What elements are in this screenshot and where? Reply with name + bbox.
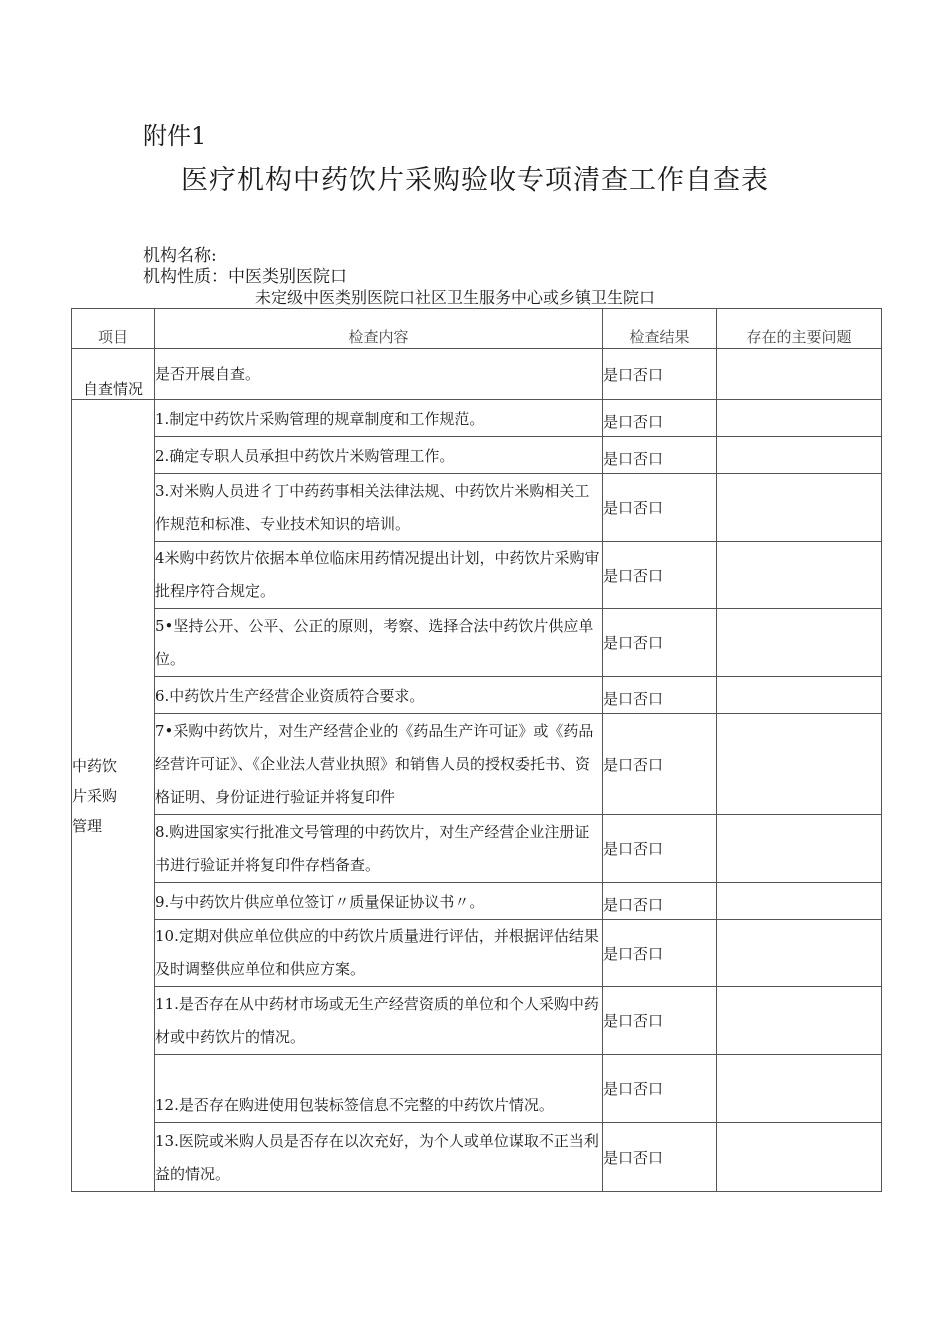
row-result: 是口否口: [603, 677, 717, 714]
row-result: 是口否口: [603, 883, 717, 920]
header-result: 检查结果: [603, 309, 717, 349]
row-content: 4米购中药饮片依据本单位临床用药情况提出计划，中药饮片采购审批程序符合规定。: [155, 542, 603, 609]
row-issues-cell[interactable]: [717, 1123, 882, 1192]
row-issues-cell[interactable]: [717, 677, 882, 714]
row-result: 是口否口: [603, 400, 717, 437]
table-row: [72, 987, 882, 1055]
self-check-table: [71, 308, 882, 1192]
table-row: [72, 542, 882, 609]
row-issues-cell[interactable]: [717, 883, 882, 920]
row-issues-cell[interactable]: [717, 400, 882, 437]
row-result: 是口否口: [603, 437, 717, 474]
row-content: 3.对米购人员进彳丁中药药事相关法律法规、中药饮片米购相关工作规范和标准、专业技术知识的培训。: [155, 474, 603, 542]
table-row: [72, 474, 882, 542]
row-content: 13.医院或米购人员是否存在以次充好，为个人或单位谋取不正当利益的情况。: [155, 1123, 603, 1192]
row-issues-cell[interactable]: [717, 474, 882, 542]
table-header-row: [72, 309, 882, 349]
row-result: 是口否口: [603, 542, 717, 609]
attachment-label: 附件1: [143, 122, 207, 150]
row-content: 6.中药饮片生产经营企业资质符合要求。: [155, 677, 603, 714]
row-result: 是口否口: [603, 714, 717, 815]
row-content: 5•坚持公开、公平、公正的原则，考察、选择合法中药饮片供应单位。: [155, 609, 603, 677]
row-result: 是口否口: [603, 474, 717, 542]
row-result: 是口否口: [603, 920, 717, 987]
row-issues-cell[interactable]: [717, 542, 882, 609]
category-line: 管理: [72, 816, 103, 835]
row-content: 1.制定中药饮片采购管理的规章制度和工作规范。: [155, 400, 603, 437]
row-issues-cell[interactable]: [717, 1055, 882, 1123]
category-procurement: [72, 400, 155, 1192]
row-issues-cell[interactable]: [717, 920, 882, 987]
row-issues-cell[interactable]: [717, 987, 882, 1055]
header-item: 项目: [72, 309, 155, 349]
org-type-line2: 未定级中医类别医院口社区卫生服务中心或乡镇卫生院口: [255, 288, 656, 307]
row-result: 是口否口: [603, 1055, 717, 1123]
table-row: [72, 920, 882, 987]
row-content: 8.购进国家实行批准文号管理的中药饮片，对生产经营企业注册证书进行验证并将复印件存档备查。: [155, 815, 603, 883]
row-issues-cell[interactable]: [717, 437, 882, 474]
row-content: 12.是否存在购进使用包装标签信息不完整的中药饮片情况。: [155, 1055, 603, 1123]
row-content: 7•采购中药饮片，对生产经营企业的《药品生产许可证》或《药品经营许可证》、《企业法人营业执照》和销售人员的授权委托书、资格证明、身份证进行验证并将复印件: [155, 714, 603, 815]
table-row: [72, 677, 882, 714]
row-result: 是口否口: [603, 1123, 717, 1192]
org-name-label: 机构名称:: [143, 246, 217, 266]
row-result: 是口否口: [603, 349, 717, 400]
row-result: 是口否口: [603, 987, 717, 1055]
row-issues-cell[interactable]: [717, 609, 882, 677]
page-title: 医疗机构中药饮片采购验收专项清查工作自查表: [181, 165, 769, 196]
row-result: 是口否口: [603, 609, 717, 677]
table-row: [72, 437, 882, 474]
table-row: [72, 815, 882, 883]
table-row: [72, 609, 882, 677]
row-content: 2.确定专职人员承担中药饮片米购管理工作。: [155, 437, 603, 474]
row-issues-cell[interactable]: [717, 714, 882, 815]
table-row-self-check: [72, 349, 882, 400]
row-content: 是否开展自查。: [155, 349, 603, 400]
row-issues-cell[interactable]: [717, 815, 882, 883]
header-issues: 存在的主要问题: [717, 309, 882, 349]
row-issues-cell[interactable]: [717, 349, 882, 400]
table-row: [72, 883, 882, 920]
row-result: 是口否口: [603, 815, 717, 883]
table-row: [72, 400, 882, 437]
category-line: 中药饮: [72, 756, 118, 775]
row-content: 9.与中药饮片供应单位签订〃质量保证协议书〃。: [155, 883, 603, 920]
category-line: 片采购: [72, 786, 118, 805]
org-type-line1: 机构性质：中医类别医院口: [143, 267, 347, 287]
table-row: [72, 1123, 882, 1192]
category-self-check: 自查情况: [72, 349, 155, 400]
row-content: 10.定期对供应单位供应的中药饮片质量进行评估，并根据评估结果及时调整供应单位和供应方案。: [155, 920, 603, 987]
table-row: [72, 714, 882, 815]
table-row: [72, 1055, 882, 1123]
header-content: 检查内容: [155, 309, 603, 349]
row-content: 11.是否存在从中药材市场或无生产经营资质的单位和个人采购中药材或中药饮片的情况。: [155, 987, 603, 1055]
